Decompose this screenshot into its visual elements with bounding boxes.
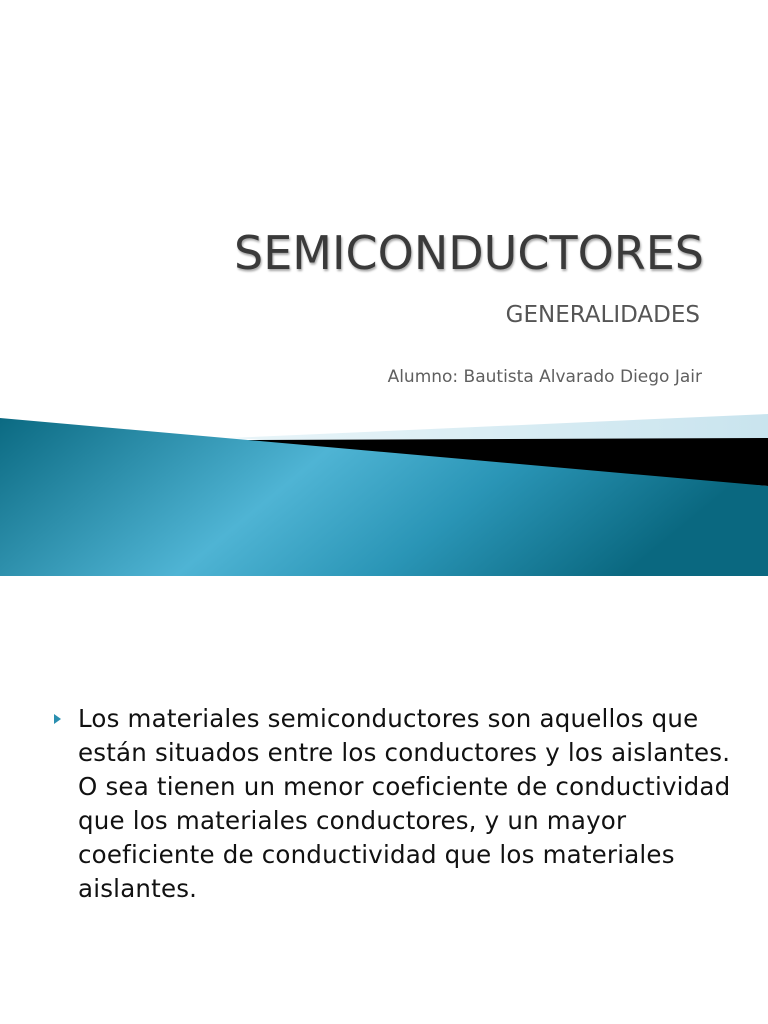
bullet-text: Los materiales semiconductores son aquellos que están situados entre los conductores y los aislantes. O sea tienen un menor coeficiente de conductividad que los materiales conductores, y un mayor coeficiente de conductividad que los materiales aislantes. <box>78 704 731 903</box>
band-pale-stripe <box>230 414 768 442</box>
bullet-list <box>52 702 742 906</box>
slide-content <box>0 584 768 1024</box>
list-item <box>52 702 742 906</box>
slide-author: Alumno: Bautista Alvarado Diego Jair <box>387 367 702 387</box>
decorative-wave-band <box>0 412 768 576</box>
slide-title-heading: SEMICONDUCTORES <box>234 226 704 280</box>
slide-subtitle: GENERALIDADES <box>505 302 700 328</box>
triangle-right-icon <box>54 714 61 724</box>
